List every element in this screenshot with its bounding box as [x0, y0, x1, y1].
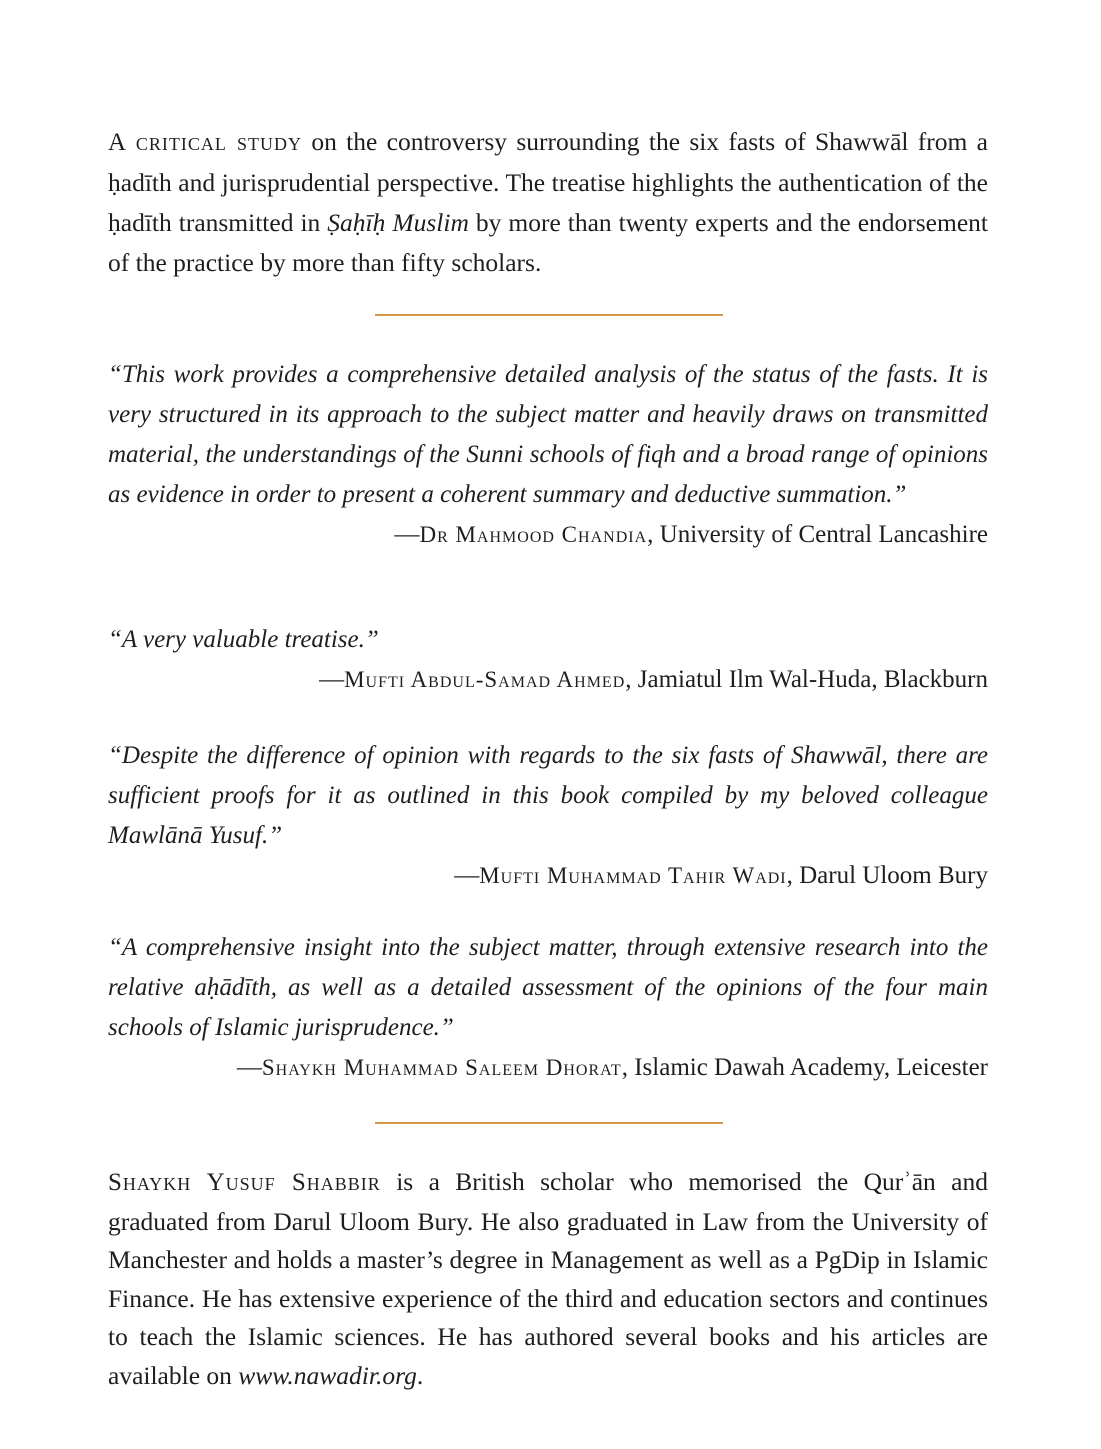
endorsement-quote: “This work provides a comprehensive detailed analysis of the status of the fasts. It is very structured in its approach to the subject matter and heavily draws on transmitted material, the understandings of the Sunni schools of fiqh and a broad range of opinions as evidence in order to present a coherent summary and deductive summation.” [108, 361, 988, 508]
endorsement-1 [108, 355, 988, 555]
endorser-name: Shaykh Muhammad Saleem Dhorat [261, 1055, 622, 1080]
intro-text-2: by more than twenty experts and the endorsement of the practice by more than fifty scholars. [108, 208, 988, 277]
endorsement-attribution [108, 660, 988, 700]
endorser-name: Mufti Abdul-Samad Ahmed [344, 667, 626, 692]
intro-text-1: on the controversy surrounding the six fasts of Shawwāl from a ḥadīth and jurisprudential perspective. The treatise highlights the authentication of the ḥadīth transmitted in [108, 127, 988, 237]
divider-rule-top [375, 314, 723, 316]
attribution-dash: — [454, 862, 480, 889]
author-website: www.nawadir.org [238, 1360, 417, 1390]
endorser-affiliation: , Islamic Dawah Academy, Leicester [621, 1054, 988, 1081]
intro-lead: A critical study [108, 129, 303, 156]
attribution-dash: — [236, 1054, 262, 1081]
endorsement-4 [108, 928, 988, 1088]
endorser-affiliation: , Darul Uloom Bury [786, 862, 988, 889]
endorser-name: Dr Mahmood Chandia [419, 522, 648, 547]
endorsement-attribution [108, 1048, 988, 1088]
attribution-dash: — [319, 666, 345, 693]
author-bio [108, 1163, 988, 1395]
bio-text-1: is a British scholar who memorised the Qurʾān and graduated from Darul Uloom Bury. He also graduated in Law from the University of Manchester and holds a master’s degree in Management as well as a PgDip in Islamic Finance. He has extensive experience of the third and education sectors and continues to teach the Islamic sciences. He has authored several books and his articles are available on [108, 1167, 988, 1390]
endorsement-quote: “Despite the difference of opinion with regards to the six fasts of Shawwāl, there are sufficient proofs for it as outlined in this book compiled by my beloved colleague Mawlānā Yusuf.” [108, 742, 988, 849]
endorsement-quote: “A very valuable treatise.” [108, 626, 379, 653]
author-name: Shaykh Yusuf Shabbir [108, 1169, 381, 1196]
endorsement-3 [108, 736, 988, 896]
intro-book-title: Ṣaḥīḥ Muslim [327, 208, 469, 237]
intro-paragraph [108, 122, 988, 283]
endorsement-attribution [108, 856, 988, 896]
attribution-dash: — [394, 521, 420, 548]
endorser-affiliation: , Jamiatul Ilm Wal-Huda, Blackburn [625, 666, 988, 693]
endorsement-attribution [108, 515, 988, 555]
endorser-affiliation: , University of Central Lancashire [647, 521, 988, 548]
endorsement-2 [108, 620, 988, 700]
bio-text-2: . [416, 1360, 424, 1390]
divider-rule-bottom [375, 1122, 723, 1124]
endorsement-quote: “A comprehensive insight into the subject matter, through extensive research into the relative aḥādīth, as well as a detailed assessment of the opinions of the four main schools of Islamic jurisprudence.” [108, 934, 988, 1041]
endorser-name: Mufti Muhammad Tahir Wadi [479, 863, 787, 888]
